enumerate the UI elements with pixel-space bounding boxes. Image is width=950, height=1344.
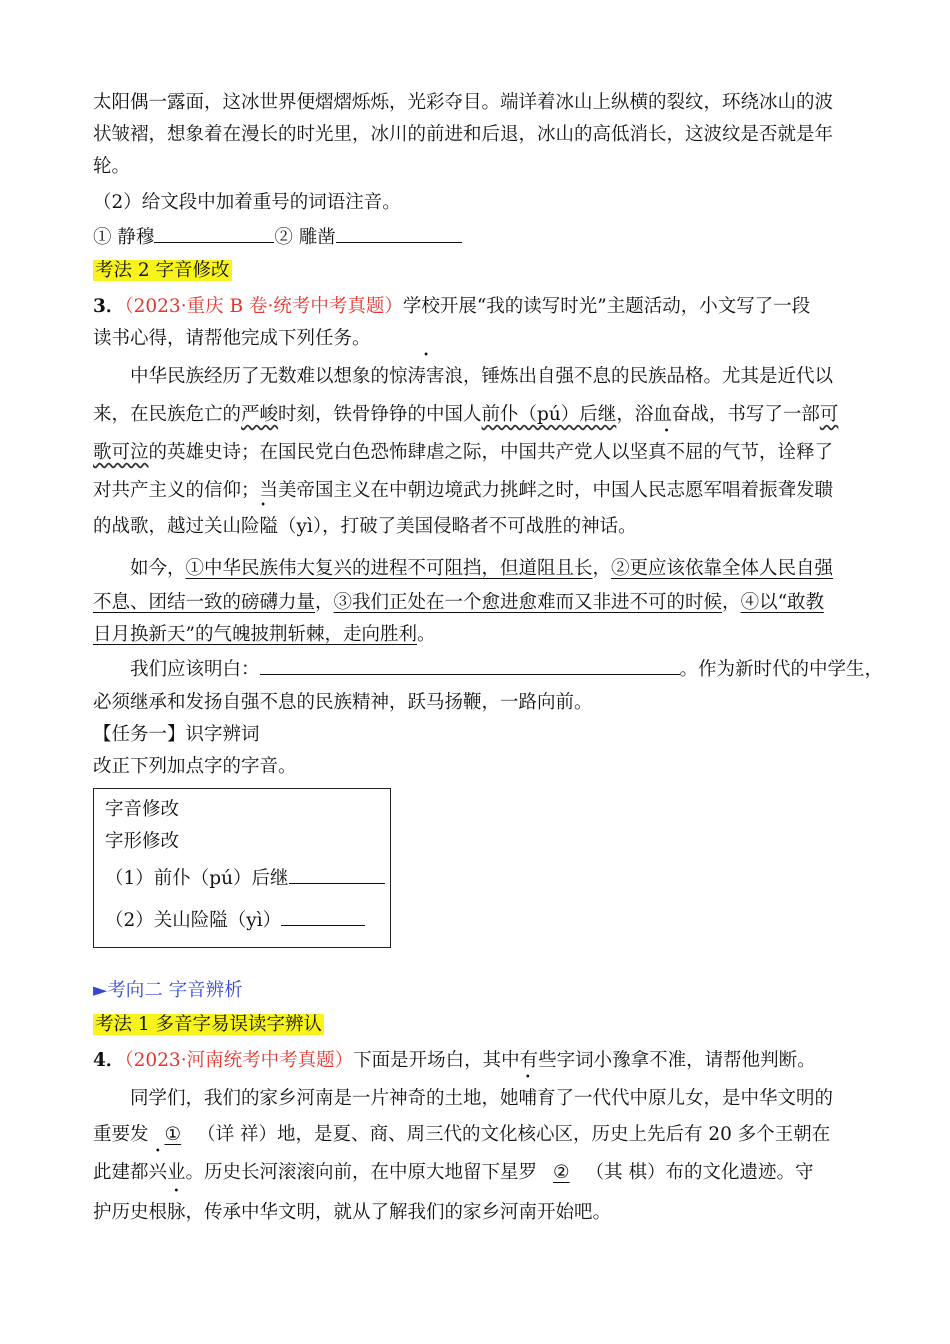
task-1-title: 【任务一】识字辨词 (93, 724, 260, 745)
passage-line-8: 日月换新天”的气魄披荆斩棘，走向胜利。 (93, 624, 436, 645)
q1-label: ① 静穆 (93, 227, 155, 248)
dotted-phrase: 坚真不屈 (629, 442, 704, 463)
wavy-phrase: 严峻 (241, 404, 279, 425)
box-item-1-blank[interactable] (289, 863, 385, 884)
passage-line-10: 必须继承和发扬自强不息的民族精神，跃马扬鞭，一路向前。 (93, 692, 593, 713)
task-1-instruction: 改正下列加点字的字音。 (93, 756, 297, 777)
passage-line-2: 来，在民族危亡的严峻时刻，铁骨铮铮的中国人前仆（pú）后继，浴血奋战，书写了一部可 (93, 404, 839, 425)
box-item-2: （2）关山险隘（yì） (105, 905, 365, 936)
wavy-phrase: 前仆（pú）后继 (481, 404, 617, 425)
underlined-sentence-3: ③我们正处在一个愈进愈难而又非进不可的时候 (333, 592, 723, 613)
dotted-phrase: 惊涛害浪 (389, 366, 464, 387)
wavy-phrase: 可 (819, 404, 839, 425)
dotted-char: 哺 (518, 1088, 538, 1109)
task-2-instruction: （2）给文段中加着重号的词语注音。 (93, 192, 401, 213)
box-item-1: （1）前仆（pú）后继 (105, 863, 385, 894)
q4-passage-line-3: 此建都兴业。历史长河滚滚向前，在中原大地留下星罗 ② （其 棋）布的文化遗迹。守 (93, 1162, 814, 1183)
section-heading-zi-yin-xiu-gai: 考法 2 字音修改 (95, 260, 230, 281)
underlined-sentence-1: ①中华民族伟大复兴的进程不可阻挡，但道阻且长 (185, 558, 593, 579)
question-source: （2023·河南统考中考真题） (124, 1050, 354, 1071)
passage-line-6: 如今，①中华民族伟大复兴的进程不可阻挡，但道阻且长，②更应该依靠全体人民自强 (130, 558, 834, 579)
question-number: 4． (93, 1050, 125, 1071)
question-number: 3． (93, 296, 125, 317)
section-heading-duo-yin-zi: 考法 1 多音字易误读字辨认 (95, 1014, 323, 1035)
pinyin-question-row (93, 222, 462, 253)
box-row-zi-xing: 字形修改 (105, 831, 180, 852)
question-3-stem-2: 读书心得，请帮他完成下列任务。 (93, 328, 371, 349)
q2-answer-blank[interactable] (336, 222, 462, 243)
q4-passage-line-2: 重要发 ① （详 祥）地，是夏、商、周三代的文化核心区，历史上先后有 20 多个王朝在 (93, 1124, 831, 1145)
intro-line-2: 状皱褶，想象着在漫长的时光里，冰川的前进和后退，冰山的高低消长，这波纹是否就是年 (93, 124, 834, 145)
blank-1[interactable]: ① (164, 1124, 182, 1145)
question-4-stem: 4．（2023·河南统考中考真题）下面是开场白，其中有些字词小豫拿不准，请帮他判断。 (93, 1050, 816, 1071)
dotted-char: 兴 (148, 1162, 168, 1183)
passage-line-1: 中华民族经历了无数难以想象的惊涛害浪，锤炼出自强不息的民族品格。尤其是近代以 (130, 366, 834, 387)
q1-answer-blank[interactable] (154, 222, 274, 243)
conclusion-answer-blank[interactable] (260, 654, 680, 675)
question-source: （2023·重庆 B 卷·统考中考真题） (124, 296, 403, 317)
blank-2[interactable]: ② (553, 1162, 570, 1183)
dotted-char: 脉 (167, 1202, 186, 1223)
section-heading-kao-xiang-2: ►考向二 字音辨析 (93, 980, 243, 1001)
intro-line-3: 轮。 (93, 156, 131, 177)
passage-line-4: 对共产主义的信仰；当美帝国主义在中朝边境武力挑衅之时，中国人民志愿军唱着振聋发聩 (93, 480, 834, 501)
q4-passage-line-4: 护历史根脉，传承中华文明，就从了解我们的家乡河南开始吧。 (93, 1202, 612, 1223)
underlined-sentence-4: ④以“敢教 (740, 592, 825, 613)
passage-line-9: 我们应该明白： 。作为新时代的中学生， (93, 654, 883, 685)
wavy-phrase: 歌可泣 (93, 442, 149, 463)
question-3-stem: 3．（2023·重庆 B 卷·统考中考真题）学校开展“我的读写时光”主题活动，小文写了一段 (93, 296, 811, 317)
q2-label: ② 雕凿 (274, 227, 336, 248)
box-row-zi-yin: 字音修改 (105, 799, 180, 820)
underlined-sentence-2: ②更应该依靠全体人民自强 (611, 558, 834, 579)
intro-line-1: 太阳偶一露面，这冰世界便熠熠烁烁，光彩夺目。端详着冰山上纵横的裂纹，环绕冰山的波 (93, 92, 834, 113)
passage-line-5: 的战歌，越过• 关山险隘（yì），打破了美国侵略者不可战胜的神话。 (93, 512, 637, 542)
q4-passage-line-1: 同学们，我们的家乡河南是一片神奇的土地，她哺育了一代代中原儿女，是中华文明的 (130, 1088, 834, 1109)
passage-line-7: 不息、团结一致的磅礴力量，③我们正处在一个愈进愈难而又非进不可的时候，④以“敢教 (93, 592, 825, 613)
passage-line-3: 歌可泣的英雄史诗；在国民党白色恐怖肆虐之际，中国共产党人以坚真不屈的气节，诠释了 (93, 442, 834, 463)
answer-table-box (93, 788, 391, 948)
box-item-2-blank[interactable] (281, 905, 365, 926)
dotted-phrase: • 关山险隘（yì） (204, 516, 322, 537)
